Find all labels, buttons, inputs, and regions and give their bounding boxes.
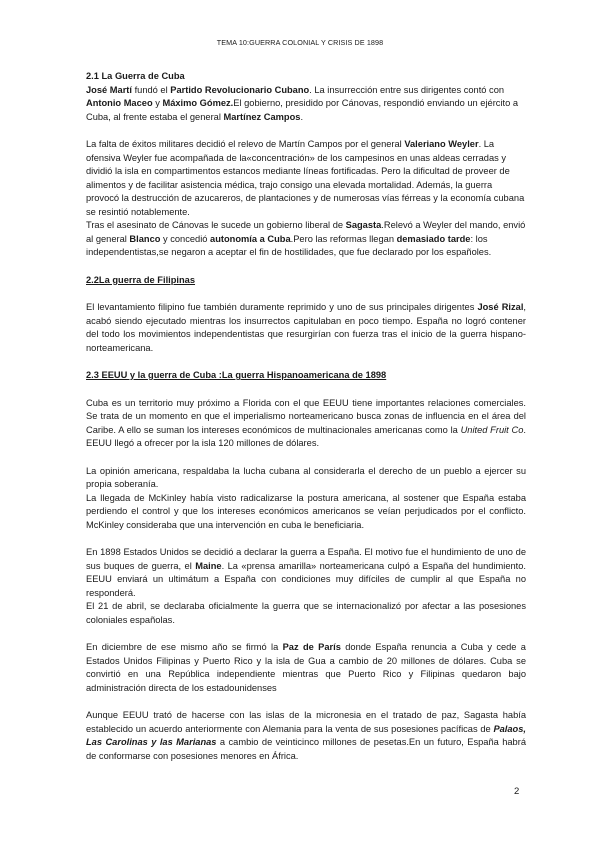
paragraph	[86, 546, 526, 600]
text-run: El levantamiento filipino fue también duramente reprimido y uno de sus principales dirigentes	[86, 302, 478, 312]
text-run: : los independentistas,se negaron a aceptar el fin de hostilidades, que fue declarado por los españoles.	[86, 233, 492, 257]
text-run: . EEUU llegó a ofrecer por la isla 120 millones de dólares.	[86, 424, 526, 448]
text-run: Cuba es un territorio muy próximo a Florida con el que EEUU tiene importantes relaciones comerciales. Se trata de un momento en que el imperialismo norteamericano busca zonas de influencia en el área del Caribe. A ello se suman los intereses económicos de multinacionales americanas como la	[86, 397, 526, 435]
text-run: y	[152, 98, 163, 108]
text-run: autonomía a Cuba	[210, 233, 291, 244]
paragraph	[86, 219, 526, 260]
section-heading: 2.3 EEUU y la guerra de Cuba :La guerra Hispanoamericana de 1898	[86, 370, 387, 380]
paragraph	[86, 397, 526, 451]
text-run: La llegada de McKinley había visto radicalizarse la postura americana, al sostener que España estaba perdiendo el control y que los intereses económicos americanos se veían perjudicados por el conflicto. McKinley consideraba que una intervención en cuba le beneficiaria.	[86, 492, 526, 530]
text-run: . La «prensa amarilla» norteamericana culpó a España del hundimiento. EEUU enviará un ultimátum a España con condiciones muy difíciles de cumplir al que España no responderá.	[86, 560, 526, 598]
text-run: .Relevó a Weyler del mando, envió al general	[86, 220, 526, 244]
paragraph	[86, 600, 526, 627]
text-run: . La ofensiva Weyler fue acompañada de la«concentración» de los campesinos en unas aldeas cerradas y dividió la isla en compartimentos estancos mediante líneas fortificadas. Pero la dificultad de proveer de alimentos y de facilitar asistencia médica, trajo consigo una elevada mortalidad. Además, la guerra provocó la destrucción de azucareros, de plantaciones y de numerosas vías férreas y la economía cubana se resintió notablemente.	[86, 139, 525, 217]
text-run: Máximo Gómez.	[162, 98, 234, 108]
text-run: . La insurrección entre sus dirigentes contó con	[309, 84, 505, 95]
text-run: La opinión americana, respaldaba la lucha cubana al considerarla el derecho de un pueblo a ejercer su propia soberanía.	[86, 465, 526, 489]
text-run: El gobierno, presidido por Cánovas, respondió enviando un ejército a Cuba, al frente estaba el general	[86, 98, 519, 122]
paragraph	[86, 138, 526, 219]
text-run: donde España renuncia a Cuba y cede a Estados Unidos Filipinas y Puerto Rico y la isla de Gua a cambio de 20 millones de dólares. Cuba se convirtió en una República independiente mientras que Puerto Rico y Filipinas quedaron bajo administración directa de los estadounidenses	[86, 642, 526, 693]
section-heading: 2.1 La Guerra de Cuba	[86, 71, 185, 81]
paragraph	[86, 465, 526, 492]
text-run: Aunque EEUU trató de hacerse con las islas de la micronesia en el tratado de paz, Sagasta había establecido un acuerdo anteriormente con Alemania para la venta de sus posesiones pacíficas de	[86, 710, 526, 734]
text-run: Palaos, Las Carolinas y las Marianas	[86, 723, 526, 747]
paragraph	[86, 709, 526, 763]
text-run: fundó el	[132, 84, 171, 95]
paragraph	[86, 492, 526, 533]
text-run: José Rizal	[477, 302, 524, 312]
text-run: .	[300, 111, 304, 122]
text-run: Blanco	[129, 233, 161, 244]
text-run: .Pero las reformas llegan	[290, 233, 397, 244]
text-run: Martínez Campos	[223, 111, 301, 122]
page-number: 2	[514, 786, 520, 797]
text-run: a cambio de veinticinco millones de pesetas.En un futuro, España habrá de conformarse con posesiones menores en África.	[86, 737, 526, 761]
running-header: TEMA 10:GUERRA COLONIAL Y CRISIS DE 1898	[216, 38, 384, 47]
text-run: United Fruit Co	[460, 424, 524, 435]
paragraph	[86, 641, 526, 695]
text-run: Partido Revolucionario Cubano	[170, 84, 310, 95]
text-run: José Martí	[86, 84, 132, 95]
text-run: Tras el asesinato de Cánovas le sucede un gobierno liberal de	[86, 220, 346, 230]
text-run: y concedió	[160, 233, 211, 244]
text-run: En diciembre de ese mismo año se firmó la	[86, 642, 283, 652]
text-run: demasiado tarde	[396, 233, 471, 244]
text-run: El 21 de abril, se declaraba oficialmente la guerra que se internacionalizó por afectar a las posesiones coloniales españolas.	[86, 601, 526, 625]
text-run: Paz de París	[282, 642, 341, 652]
text-run: Valeriano Weyler	[404, 139, 479, 149]
paragraph	[86, 301, 526, 355]
text-run: , acabó siendo ejecutado mientras los insurrectos capitulaban en poco tiempo. España no logró contener del todo los movimientos independentistas que resurgirían con fuerza tras el inicio de la guerra hispano-norteamericana.	[86, 302, 526, 353]
section-heading: 2.2La guerra de Filipinas	[86, 274, 196, 285]
text-run: Maine	[195, 560, 222, 571]
paragraph	[86, 84, 526, 125]
document-body	[86, 70, 526, 763]
text-run: En 1898 Estados Unidos se decidió a declarar la guerra a España. El motivo fue el hundimiento de uno de sus buques de guerra, el	[86, 547, 526, 571]
text-run: La falta de éxitos militares decidió el relevo de Martín Campos por el general	[86, 139, 405, 149]
text-run: Antonio Maceo	[86, 98, 153, 108]
text-run: Sagasta	[345, 220, 382, 230]
